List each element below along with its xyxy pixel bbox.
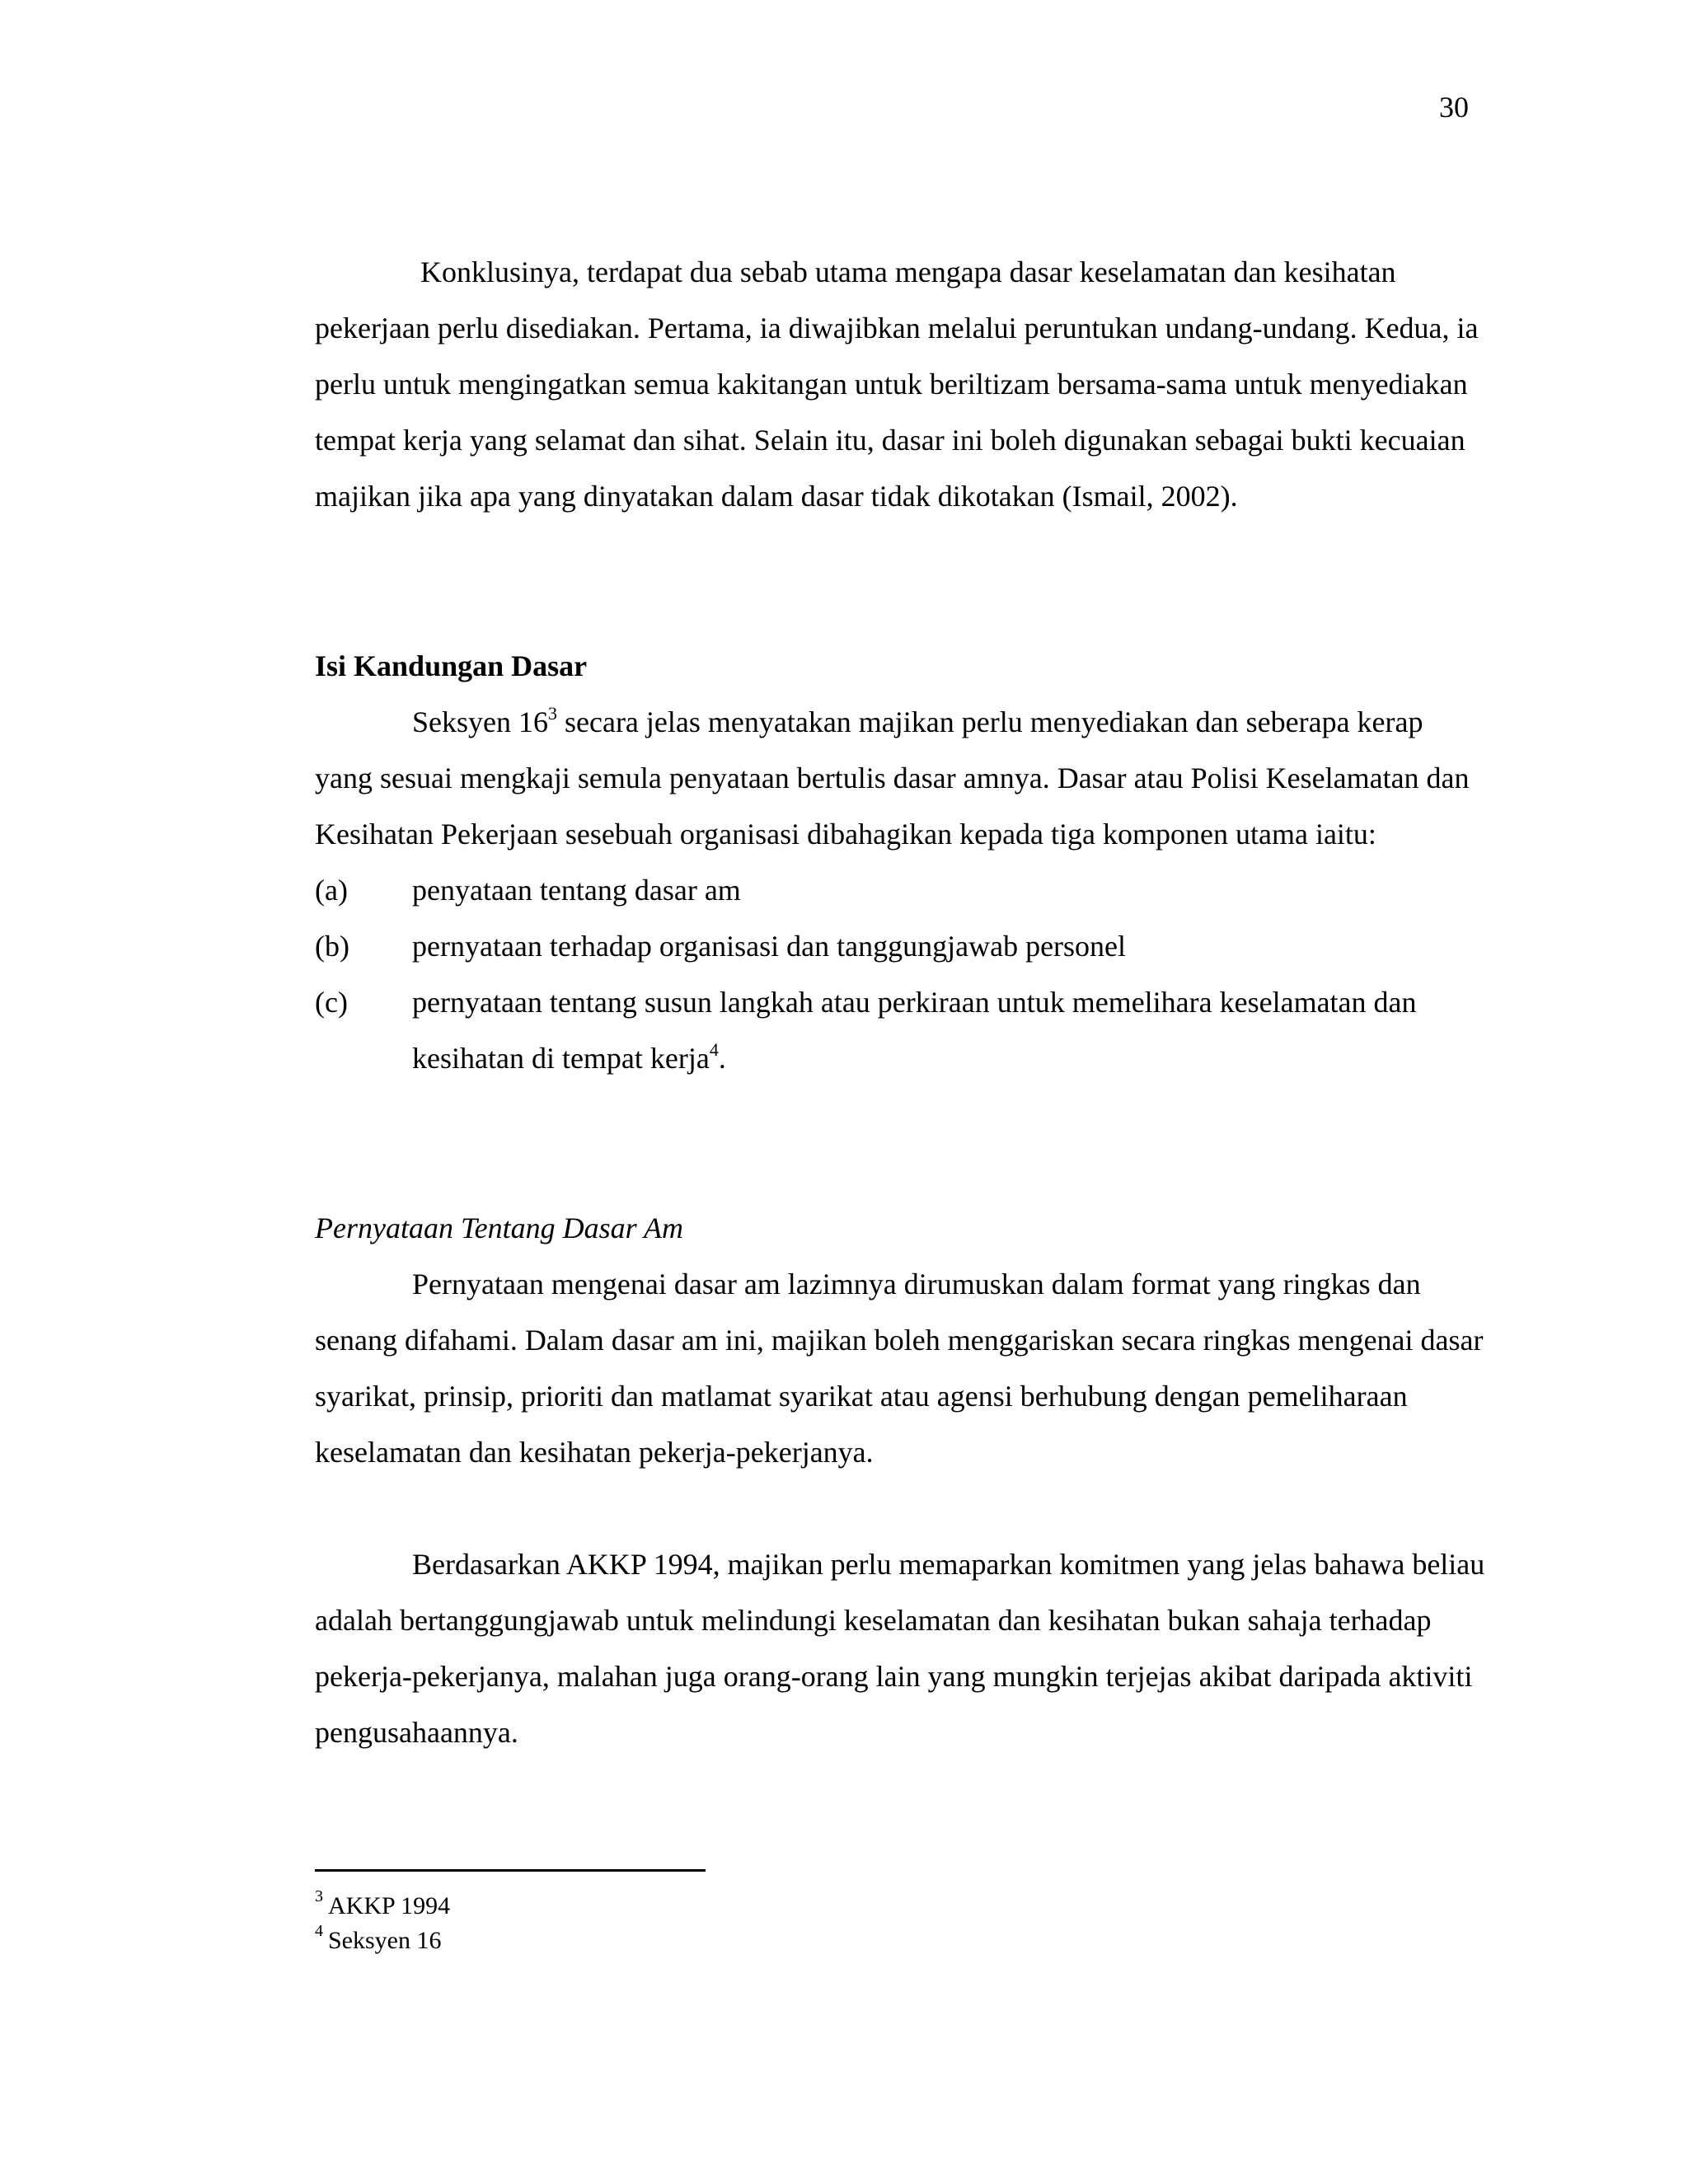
subheading: Pernyataan Tentang Dasar Am [315,1212,684,1244]
paragraph-text: Konklusinya, terdapat dua sebab utama mengapa dasar keselamatan dan kesihatan pekerjaan perlu disediakan. Pertama, ia diwajibkan melalui peruntukan undang-undang. Kedua, ia perlu untuk mengingatkan semua kakitangan untuk beriltizam bersama-sama untuk menyediakan tempat kerja yang selamat dan sihat. Selain itu, dasar ini boleh digunakan sebagai bukti kecuaian majikan jika apa yang dinyatakan dalam dasar tidak dikotakan (Ismail, 2002). [315,255,1479,513]
list-item-text: penyataan tentang dasar am [412,874,741,907]
list-item [315,974,1485,1086]
paragraph-rest: secara jelas menyatakan majikan perlu menyediakan dan seberapa kerap yang sesuai mengkaji semula penyataan bertulis dasar amnya. Dasar atau Polisi Keselamatan dan Kesihatan Pekerjaan sesebuah organisasi dibahagikan kepada tiga komponen utama iaitu: [315,705,1470,851]
paragraph-pernyataan: Pernyataan mengenai dasar am lazimnya dirumuskan dalam format yang ringkas dan senang difahami. Dalam dasar am ini, majikan boleh menggariskan secara ringkas mengenai dasar syarikat, prinsip, prioriti dan matlamat syarikat atau agensi berhubung dengan pemeliharaan keselamatan dan kesihatan pekerja-pekerjanya. [315,1268,1484,1469]
section-dasar-am [315,1200,1485,1480]
list-item [315,918,1485,974]
footnote-number: 3 [315,1887,323,1905]
section-heading: Isi Kandungan Dasar [315,649,588,682]
paragraph-lead: Seksyen 16 [412,705,548,738]
section-isi-kandungan [315,638,1485,1086]
list-item-text: pernyataan tentang susun langkah atau perkiraan untuk memelihara keselamatan dan kesihatan di tempat kerja [412,986,1417,1075]
footnote-text: AKKP 1994 [328,1892,451,1919]
list-item-tail: . [718,1042,726,1075]
footnote-separator [315,1869,706,1872]
list-marker: (a) [315,874,348,907]
footnote-text: Seksyen 16 [328,1927,442,1954]
paragraph-text: Berdasarkan AKKP 1994, majikan perlu memaparkan komitmen yang jelas bahawa beliau adalah bertanggungjawab untuk melindungi keselamatan dan kesihatan bukan sahaja terhadap pekerja-pekerjanya, malahan juga orang-orang lain yang mungkin terjejas akibat daripada aktiviti pengusahaannya. [315,1548,1485,1749]
footnote-number: 4 [315,1922,323,1940]
footnote [315,1889,450,1924]
page-number: 30 [1439,91,1469,124]
paragraph-conclusion [315,244,1485,524]
footnotes [315,1889,450,1958]
footnote-ref-3: 3 [548,703,557,724]
list-item [315,862,1485,918]
footnote-ref-4: 4 [709,1039,719,1060]
component-list [315,862,1485,1086]
list-item-text-wrap [412,974,1485,1086]
footnote [315,1924,450,1958]
paragraph-seksyen [315,694,1485,862]
list-marker: (c) [315,986,348,1019]
paragraph-akkp [315,1536,1485,1760]
list-marker: (b) [315,930,349,963]
list-item-text: pernyataan terhadap organisasi dan tanggungjawab personel [412,930,1127,963]
